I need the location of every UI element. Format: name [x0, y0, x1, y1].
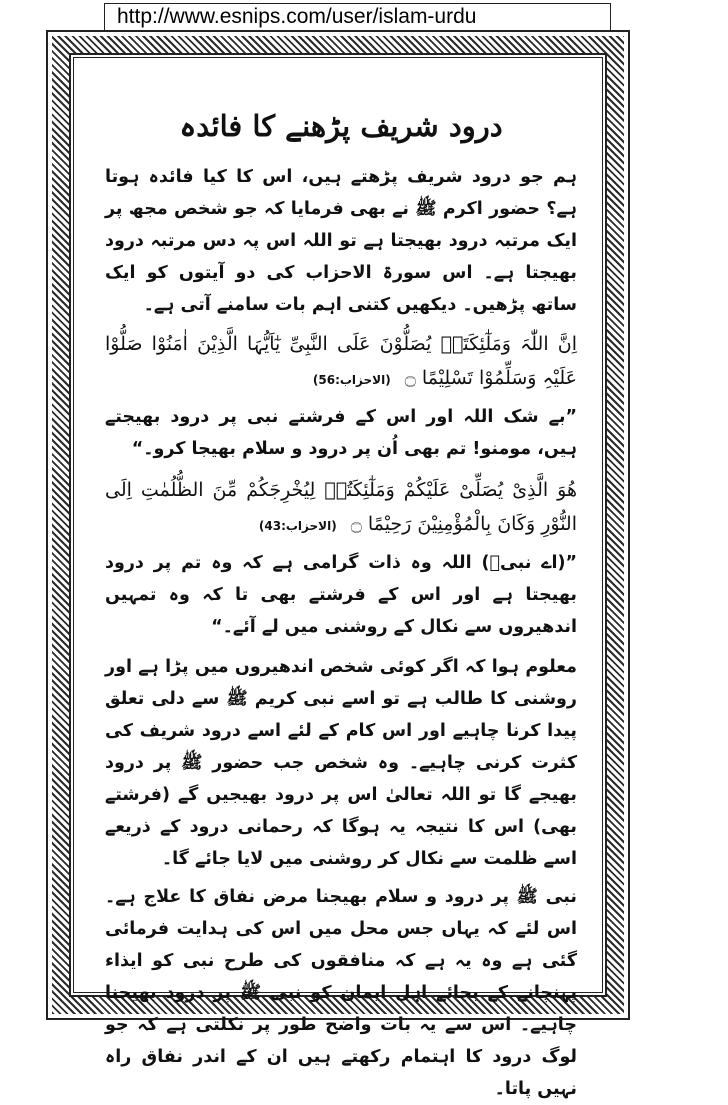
verse-2-reference: (الاحزاب:43)	[258, 519, 337, 533]
quran-verse-1	[105, 327, 577, 397]
page-title: درود شریف پڑھنے کا فائدہ	[179, 109, 503, 143]
closing-paragraph: نبی ﷺ پر درود و سلام بھیجنا مرض نفاق کا علاج ہے۔ اس لئے کہ یہاں جس محل میں اس کی ہدایت فرمائی گئی ہے وہ یہ ہے کہ منافقوں کی طرح نبی کو ایذاء پہنچانے کے بجائے اہل ایمان کو نبی ﷺ پر درود بھیجنا چاہیے۔ اس سے یہ بات واضح طور پر نکلتی ہے کہ جو لوگ درود کا اہتمام رکھتے ہیں ان کے اندر نفاق راہ نہیں پاتا۔	[105, 887, 577, 1099]
page-body	[69, 53, 607, 1099]
verse-1-reference: (الاحزاب:56)	[312, 373, 391, 387]
intro-paragraph: ہم جو درود شریف پڑھتے ہیں، اس کا کیا فائدہ ہوتا ہے؟ حضور اکرم ﷺ نے بھی فرمایا کہ جو شخص مجھ پر ایک مرتبہ درود بھیجتا ہے تو اللہ اس پہ دس مرتبہ درود بھیجتا ہے۔ اس سورۃ الاحزاب کی دو آیتوں کو ایک ساتھ پڑھیں۔ دیکھیں کتنی اہم بات سامنے آتی ہے۔	[105, 167, 577, 315]
decorative-border-frame	[46, 30, 630, 1099]
verse-2-text: ھُوَ الَّذِیْ یُصَلِّیْ عَلَیْکُمْ وَمَلٰٓئِکَتُہٗ لِیُخْرِجَکُمْ مِّنَ الظُّلُمٰتِ اِلَی النُّوْرِ وَکَانَ بِالْمُؤْمِنِیْنَ رَحِیْمًا ۝	[105, 479, 577, 535]
verse-1-translation: ”بے شک اللہ اور اس کے فرشتے نبی پر درود بھیجتے ہیں، مومنو! تم بھی اُن پر درود و سلام بھیجا کرو۔“	[105, 407, 577, 459]
quran-verse-2	[105, 473, 577, 543]
verse-2-translation: ”(اے نبیؐ) اللہ وہ ذات گرامی ہے کہ وہ تم پر درود بھیجتا ہے اور اس کے فرشتے بھی تا کہ وہ تمہیں اندھیروں سے نکال کے روشنی میں لے آئے۔“	[105, 553, 577, 637]
verse-1-text: اِنَّ اللّٰہَ وَمَلٰٓئِکَتَہٗ یُصَلُّوْنَ عَلَی النَّبِیِّ یٰٓاَیُّہَا الَّذِیْنَ اٰمَنُوْا صَلُّوْا عَلَیْہِ وَسَلِّمُوْا تَسْلِیْمًا ۝	[105, 333, 577, 389]
article-content	[105, 73, 577, 1099]
explanation-paragraph: معلوم ہوا کہ اگر کوئی شخص اندھیروں میں پڑا ہے اور روشنی کا طالب ہے تو اسے نبی کریم ﷺ سے دلی تعلق پیدا کرنا چاہیے اور اس کام کے لئے اسے درود شریف کی کثرت کرنی چاہیے۔ وہ شخص جب حضور ﷺ پر درود بھیجے گا تو اللہ تعالیٰ اس پر درود بھیجیں گے (فرشتے بھی) اس کا نتیجہ یہ ہوگا کہ رحمانی درود کے ذریعے اسے ظلمت سے نکال کر روشنی میں لایا جائے گا۔	[105, 657, 577, 869]
source-url-label: http://www.esnips.com/user/islam-urdu	[104, 3, 611, 31]
